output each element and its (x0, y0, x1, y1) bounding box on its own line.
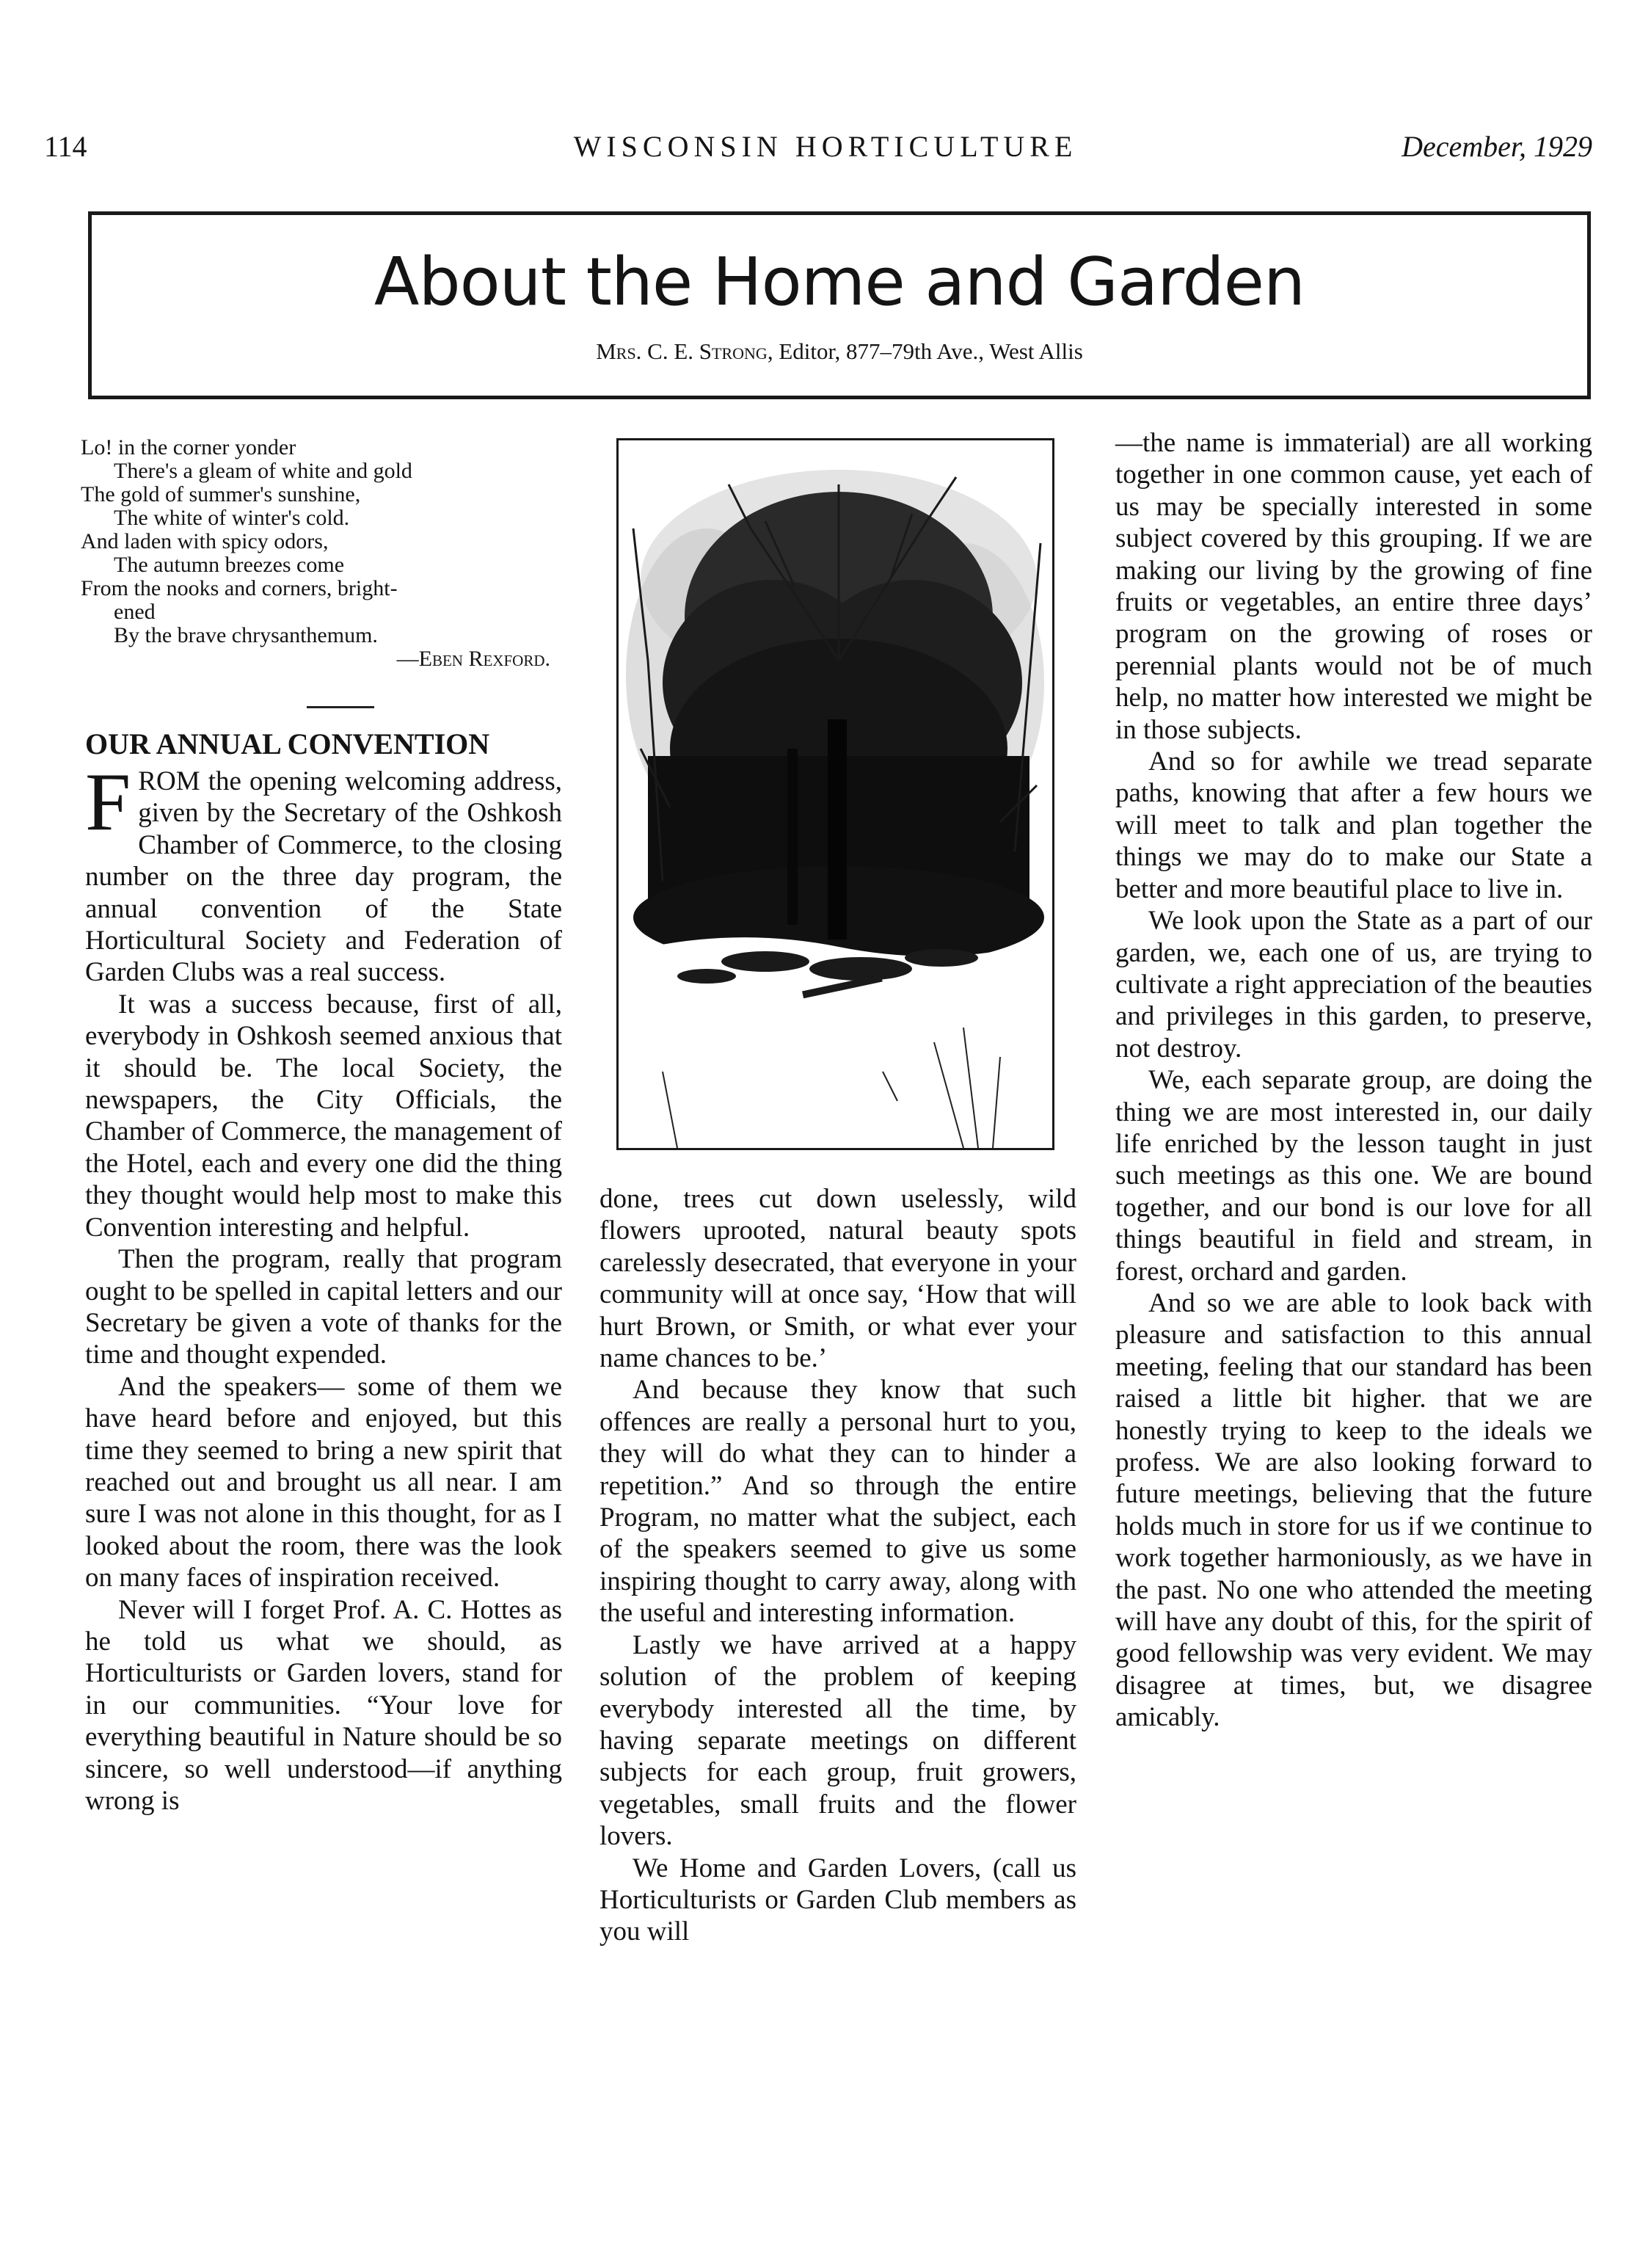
poem-line: The white of winter's cold. (114, 506, 350, 530)
paragraph: We Home and Garden Lovers, (call us Horticulturists or Garden Club members as you will (599, 1853, 1076, 1947)
poem-attribution (81, 647, 558, 671)
poem-line: And laden with spicy odors, (81, 529, 329, 553)
paragraph: And so we are able to look back with pleasure and satisfaction to this annual meeting, feeling that our standard has been raised a little bit higher. that we are honestly trying to keep to the ideals we profess. We are also looking forward to future meetings, believing that the future holds much in store for us if we continue to work together harmoniously, as we have in the past. No one who attended the meeting will have any doubt of this, for the spirit of good fellowship was very evident. We may disagree at times, but, we disagree amicably. (1115, 1287, 1592, 1733)
paragraph: We look upon the State as a part of our garden, we, each one of us, are trying to cultivate a right appreciation of the beauties and privileges in this garden, to preserve, not destroy. (1115, 906, 1592, 1064)
article-column-2 (599, 1183, 1076, 1948)
poem-line: The autumn breezes come (114, 553, 345, 577)
page-number: 114 (44, 130, 87, 163)
poem-line: ened (114, 600, 156, 624)
poem (81, 436, 558, 671)
article-column-1 (85, 757, 562, 1817)
poem-line: There's a gleam of white and gold (114, 459, 412, 483)
paragraph: Never will I forget Prof. A. C. Hottes as he told us what we should, as Horticulturists or Garden lovers, stand for in our communities. “Your love for everything beautiful in Nature should be so sincere, so well understood—if anything wrong is (85, 1594, 562, 1816)
paragraph: And because they know that such offences are really a personal hurt to you, they will do what they can to hinder a repetition.” And so through the entire Program, no matter what the subject, each of the speakers seemed to give us some inspiring thought to carry away, along with the useful and interesting information. (599, 1375, 1076, 1629)
department-banner (88, 211, 1591, 399)
poem-line: By the brave chrysanthemum. (114, 623, 378, 647)
paragraph: FROM the opening welcoming address, given by the Secretary of the Oshkosh Chamber of Commerce, to the closing number on the three day program, the annual convention of the State Horticultural Society and Federation of Garden Clubs was a real success. (85, 757, 562, 988)
paragraph: It was a success because, first of all, everybody in Oshkosh seemed anxious that it should be. The local Society, the newspapers, the City Officials, the Chamber of Commerce, the management of the Hotel, each and every one did the thing they thought would help most to make this Convention interesting and helpful. (85, 989, 562, 1243)
winter-tree-photo (616, 438, 1054, 1150)
paragraph: Then the program, really that program ought to be spelled in capital letters and our Secretary be given a vote of thanks for the time and thought expended. (85, 1244, 562, 1370)
paragraph: Lastly we have arrived at a happy solution of the problem of keeping everybody interested all the time, by having separate meetings on different subjects for each group, fruit growers, vegetables, small fruits and the flower lovers. (599, 1629, 1076, 1852)
editor-credit (92, 338, 1587, 365)
attribution-dash: — (396, 647, 419, 671)
article-heading: OUR ANNUAL CONVENTION (85, 727, 490, 760)
issue-date: December, 1929 (1402, 130, 1592, 163)
photo-illustration (619, 440, 1052, 1148)
department-title: About the Home and Garden (373, 244, 1305, 321)
section-divider (307, 706, 374, 708)
magazine-title: WISCONSIN HORTICULTURE (573, 130, 1078, 163)
paragraph: We, each separate group, are doing the thing we are most interested in, our daily life enriched by the lesson taught in just such meetings as this one. We are bound together, and our bond is our love for all things beautiful in field and stream, in forest, orchard and garden. (1115, 1065, 1592, 1287)
poem-line: Lo! in the corner yonder (81, 435, 296, 459)
paragraph: done, trees cut down uselessly, wild flowers uprooted, natural beauty spots carelessly desecrated, that everyone in your community will at once say, ‘How that will hurt Brown, or Smith, or what ever your name chances to be.’ (599, 1184, 1076, 1374)
poem-line: The gold of summer's sunshine, (81, 482, 361, 506)
paragraph: And the speakers— some of them we have heard before and enjoyed, but this time they seemed to bring a new spirit that reached out and brought us all near. I am sure I was not alone in this thought, for as I looked about the room, there was the look on many faces of inspiration received. (85, 1371, 562, 1593)
editor-name: Mrs. C. E. Strong (596, 338, 768, 364)
editor-address: , Editor, 877–79th Ave., West Allis (767, 338, 1083, 364)
attribution-name: Eben Rexford. (418, 647, 550, 671)
poem-line: From the nooks and corners, bright- (81, 576, 398, 600)
article-column-3 (1115, 427, 1592, 1734)
paragraph: And so for awhile we tread separate paths, knowing that after a few hours we will meet to talk and plan together the things we may do to make our State a better and more beautiful place to live in. (1115, 746, 1592, 904)
drop-cap: F (85, 757, 131, 848)
paragraph: —the name is immaterial) are all working together in one common cause, yet each of us may be specially interested in some subject covered by this grouping. If we are making our living by the growing of fine fruits or vegetables, an entire three days’ program on the growing of roses or perennial plants would not be of much help, no matter how interested we might be in those subjects. (1115, 428, 1592, 745)
